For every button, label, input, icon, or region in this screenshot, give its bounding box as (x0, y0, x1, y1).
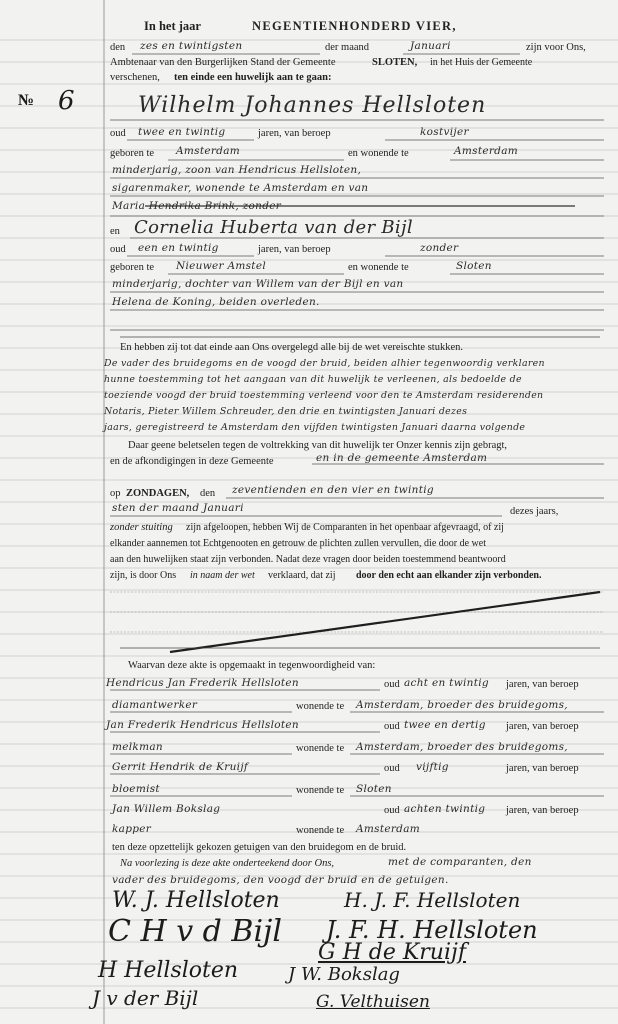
bride-en-label: en (110, 226, 120, 237)
header-prefix: In het jaar (144, 19, 201, 33)
witness-3-residence: Sloten (356, 783, 392, 795)
proclamation-dates-1: zeventienden en den vier en twintig (232, 484, 434, 496)
bride-name: Cornelia Huberta van der Bijl (134, 217, 413, 238)
bride-oud-label: oud (110, 244, 126, 255)
signing-line-2-hw: vader des bruidegoms, den voogd der bruid en de getuigen. (112, 874, 449, 886)
header-zijn-voor-ons: zijn voor Ons, (526, 42, 586, 53)
header-purpose: ten einde een huwelijk aan te gaan: (174, 72, 332, 83)
signature-groom: W. J. Hellsloten (112, 888, 280, 913)
documents-line-4: Notaris, Pieter Willem Schreuder, den drie en twintigsten Januari dezes (104, 406, 468, 417)
proclamation-places: en in de gemeente Amsterdam (316, 452, 488, 464)
bride-age: een en twintig (138, 242, 219, 254)
groom-lives-label: en wonende te (348, 148, 409, 159)
witness-3-age: vijftig (416, 761, 449, 773)
witness-1-residence: Amsterdam, broeder des bruidegoms, (356, 699, 568, 711)
groom-age: twee en twintig (138, 126, 226, 138)
signature-witness-hjf: H. J. F. Hellsloten (344, 888, 521, 912)
proclamation-line-6b: verklaard, dat zij (268, 570, 336, 581)
impediments-line-2: en de afkondigingen in deze Gemeente (110, 456, 274, 467)
signing-line-1: Na voorlezing is deze akte onderteekend door Ons, (120, 858, 335, 869)
bride-lives-label: en wonende te (348, 262, 409, 273)
header-verschenen: verschenen, (110, 72, 160, 83)
documents-intro: En hebben zij tot dat einde aan Ons overgelegd alle bij de wet vereischte stukken. (120, 342, 463, 353)
witness-4-age: achten twintig (404, 803, 486, 815)
signature-witness-jfh: J. F. H. Hellsloten (326, 916, 538, 944)
groom-oud-label: oud (110, 128, 126, 139)
marriage-month: Januari (410, 40, 451, 52)
witness-2-name: Jan Frederik Hendricus Hellsloten (106, 719, 299, 731)
record-number: 6 (58, 86, 75, 116)
bride-occupation: zonder (420, 242, 459, 254)
proclamation-dezes-jaars: dezes jaars, (510, 506, 559, 517)
signature-bride: C H v d Bijl (108, 914, 282, 949)
header-der-maand: der maand (325, 42, 370, 53)
proclamation-zondagen: ZONDAGEN, (126, 488, 190, 499)
header-year: NEGENTIENHONDERD VIER, (252, 19, 457, 33)
signature-witness-kruijf: G H de Kruijf (318, 940, 466, 965)
witness-1-occupation: diamantwerker (112, 699, 198, 711)
witness-4-occupation: kapper (112, 823, 152, 835)
header-ambtenaar: Ambtenaar van den Burgerlijken Stand der Gemeente (110, 57, 336, 68)
witness-4-wonende: wonende te (296, 825, 345, 836)
proclamation-verbonden: door den echt aan elkander zijn verbonden. (356, 570, 542, 581)
witness-1-jaren: jaren, van beroep (506, 679, 579, 690)
bride-note-1: minderjarig, dochter van Willem van der Bijl en van (112, 278, 404, 290)
documents-line-2: hunne toestemming tot het aangaan van dit huwelijk te verleenen, als bedoelde de (104, 374, 522, 385)
municipality: SLOTEN, (372, 57, 418, 68)
witness-4-jaren: jaren, van beroep (506, 805, 579, 816)
bride-note-2: Helena de Koning, beiden overleden. (112, 296, 320, 308)
signature-father: H Hellsloten (98, 958, 239, 983)
groom-birthplace: Amsterdam (176, 145, 241, 157)
proclamation-dates-2: sten der maand Januari (112, 502, 244, 514)
witness-3-jaren: jaren, van beroep (506, 763, 579, 774)
witness-1-age: acht en twintig (404, 677, 489, 689)
witness-4-residence: Amsterdam (356, 823, 421, 835)
proclamation-line-4: elkander aannemen tot Echtgenooten en getrouw de plichten zullen vervullen, die door de wet (110, 538, 486, 549)
bride-residence: Sloten (456, 260, 492, 272)
cancel-strike (170, 592, 600, 652)
witness-2-jaren: jaren, van beroep (506, 721, 579, 732)
groom-born-label: geboren te (110, 148, 155, 159)
witness-4-oud: oud (384, 805, 400, 816)
proclamation-den: den (200, 488, 216, 499)
witness-3-wonende: wonende te (296, 785, 345, 796)
record-number-label: № (18, 92, 35, 109)
witness-2-wonende: wonende te (296, 743, 345, 754)
groom-note-1: minderjarig, zoon van Hendricus Hellsloten, (112, 164, 362, 176)
witness-1-name: Hendricus Jan Frederik Hellsloten (106, 677, 299, 689)
signing-line-1-hw: met de comparanten, den (388, 856, 532, 868)
signature-witness-bokslag: J W. Bokslag (288, 964, 400, 985)
signature-guardian: J v der Bijl (92, 986, 199, 1010)
witness-2-residence: Amsterdam, broeder des bruidegoms, (356, 741, 568, 753)
witness-2-oud: oud (384, 721, 400, 732)
groom-residence: Amsterdam (454, 145, 519, 157)
proclamation-line-6a: zijn, is door Ons (110, 570, 177, 581)
proclamation-in-naam-der-wet: in naam der wet (190, 570, 255, 581)
documents-line-3: toeziende voogd der bruid toestemming verleend voor den te Amsterdam residerenden (104, 390, 544, 401)
witness-4-name: Jan Willem Bokslag (112, 803, 221, 815)
documents-line-5: jaars, geregistreerd te Amsterdam den vijfden twintigsten Januari daarna volgende (104, 422, 526, 433)
witness-3-occupation: bloemist (112, 783, 160, 795)
proclamation-line-3: zijn afgeloopen, hebben Wij de Comparanten in het openbaar afgevraagd, of zij (186, 522, 504, 533)
witness-2-age: twee en dertig (404, 719, 486, 731)
groom-name: Wilhelm Johannes Hellsloten (138, 93, 487, 118)
documents-line-1: De vader des bruidegoms en de voogd der bruid, beiden alhier tegenwoordig verklaren (104, 358, 545, 369)
proclamation-line-5: aan den huwelijken staat zijn verbonden. Nadat deze vragen door beiden toestemmend beantwoord (110, 554, 506, 565)
bride-born-label: geboren te (110, 262, 155, 273)
marriage-day: zes en twintigsten (140, 40, 243, 52)
witnesses-intro: Waarvan deze akte is opgemaakt in tegenwoordigheid van: (128, 660, 376, 671)
proclamation-zonder-stuiting: zonder stuiting (110, 522, 173, 533)
header-den: den (110, 42, 126, 53)
witness-1-oud: oud (384, 679, 400, 690)
witness-3-name: Gerrit Hendrik de Kruijf (112, 761, 249, 773)
groom-occupation: kostvijer (420, 126, 469, 138)
groom-note-3: Maria Hendrika Brink, zonder (112, 200, 282, 212)
witness-1-wonende: wonende te (296, 701, 345, 712)
header-huis-der-gemeente: in het Huis der Gemeente (430, 57, 533, 68)
bride-birthplace: Nieuwer Amstel (176, 260, 266, 272)
groom-note-2: sigarenmaker, wonende te Amsterdam en van (112, 182, 369, 194)
signature-officiant: G. Velthuisen (316, 992, 430, 1012)
bride-jaren-label: jaren, van beroep (258, 244, 331, 255)
impediments-line-1: Daar geene beletselen tegen de voltrekking van dit huwelijk ter Onzer kennis zijn gebragt, (128, 440, 508, 451)
witness-2-occupation: melkman (112, 741, 163, 753)
witness-3-oud: oud (384, 763, 400, 774)
proclamation-op: op (110, 488, 121, 499)
groom-jaren-label: jaren, van beroep (258, 128, 331, 139)
witnesses-closing: ten deze opzettelijk gekozen getuigen van den bruidegom en de bruid. (112, 842, 407, 853)
